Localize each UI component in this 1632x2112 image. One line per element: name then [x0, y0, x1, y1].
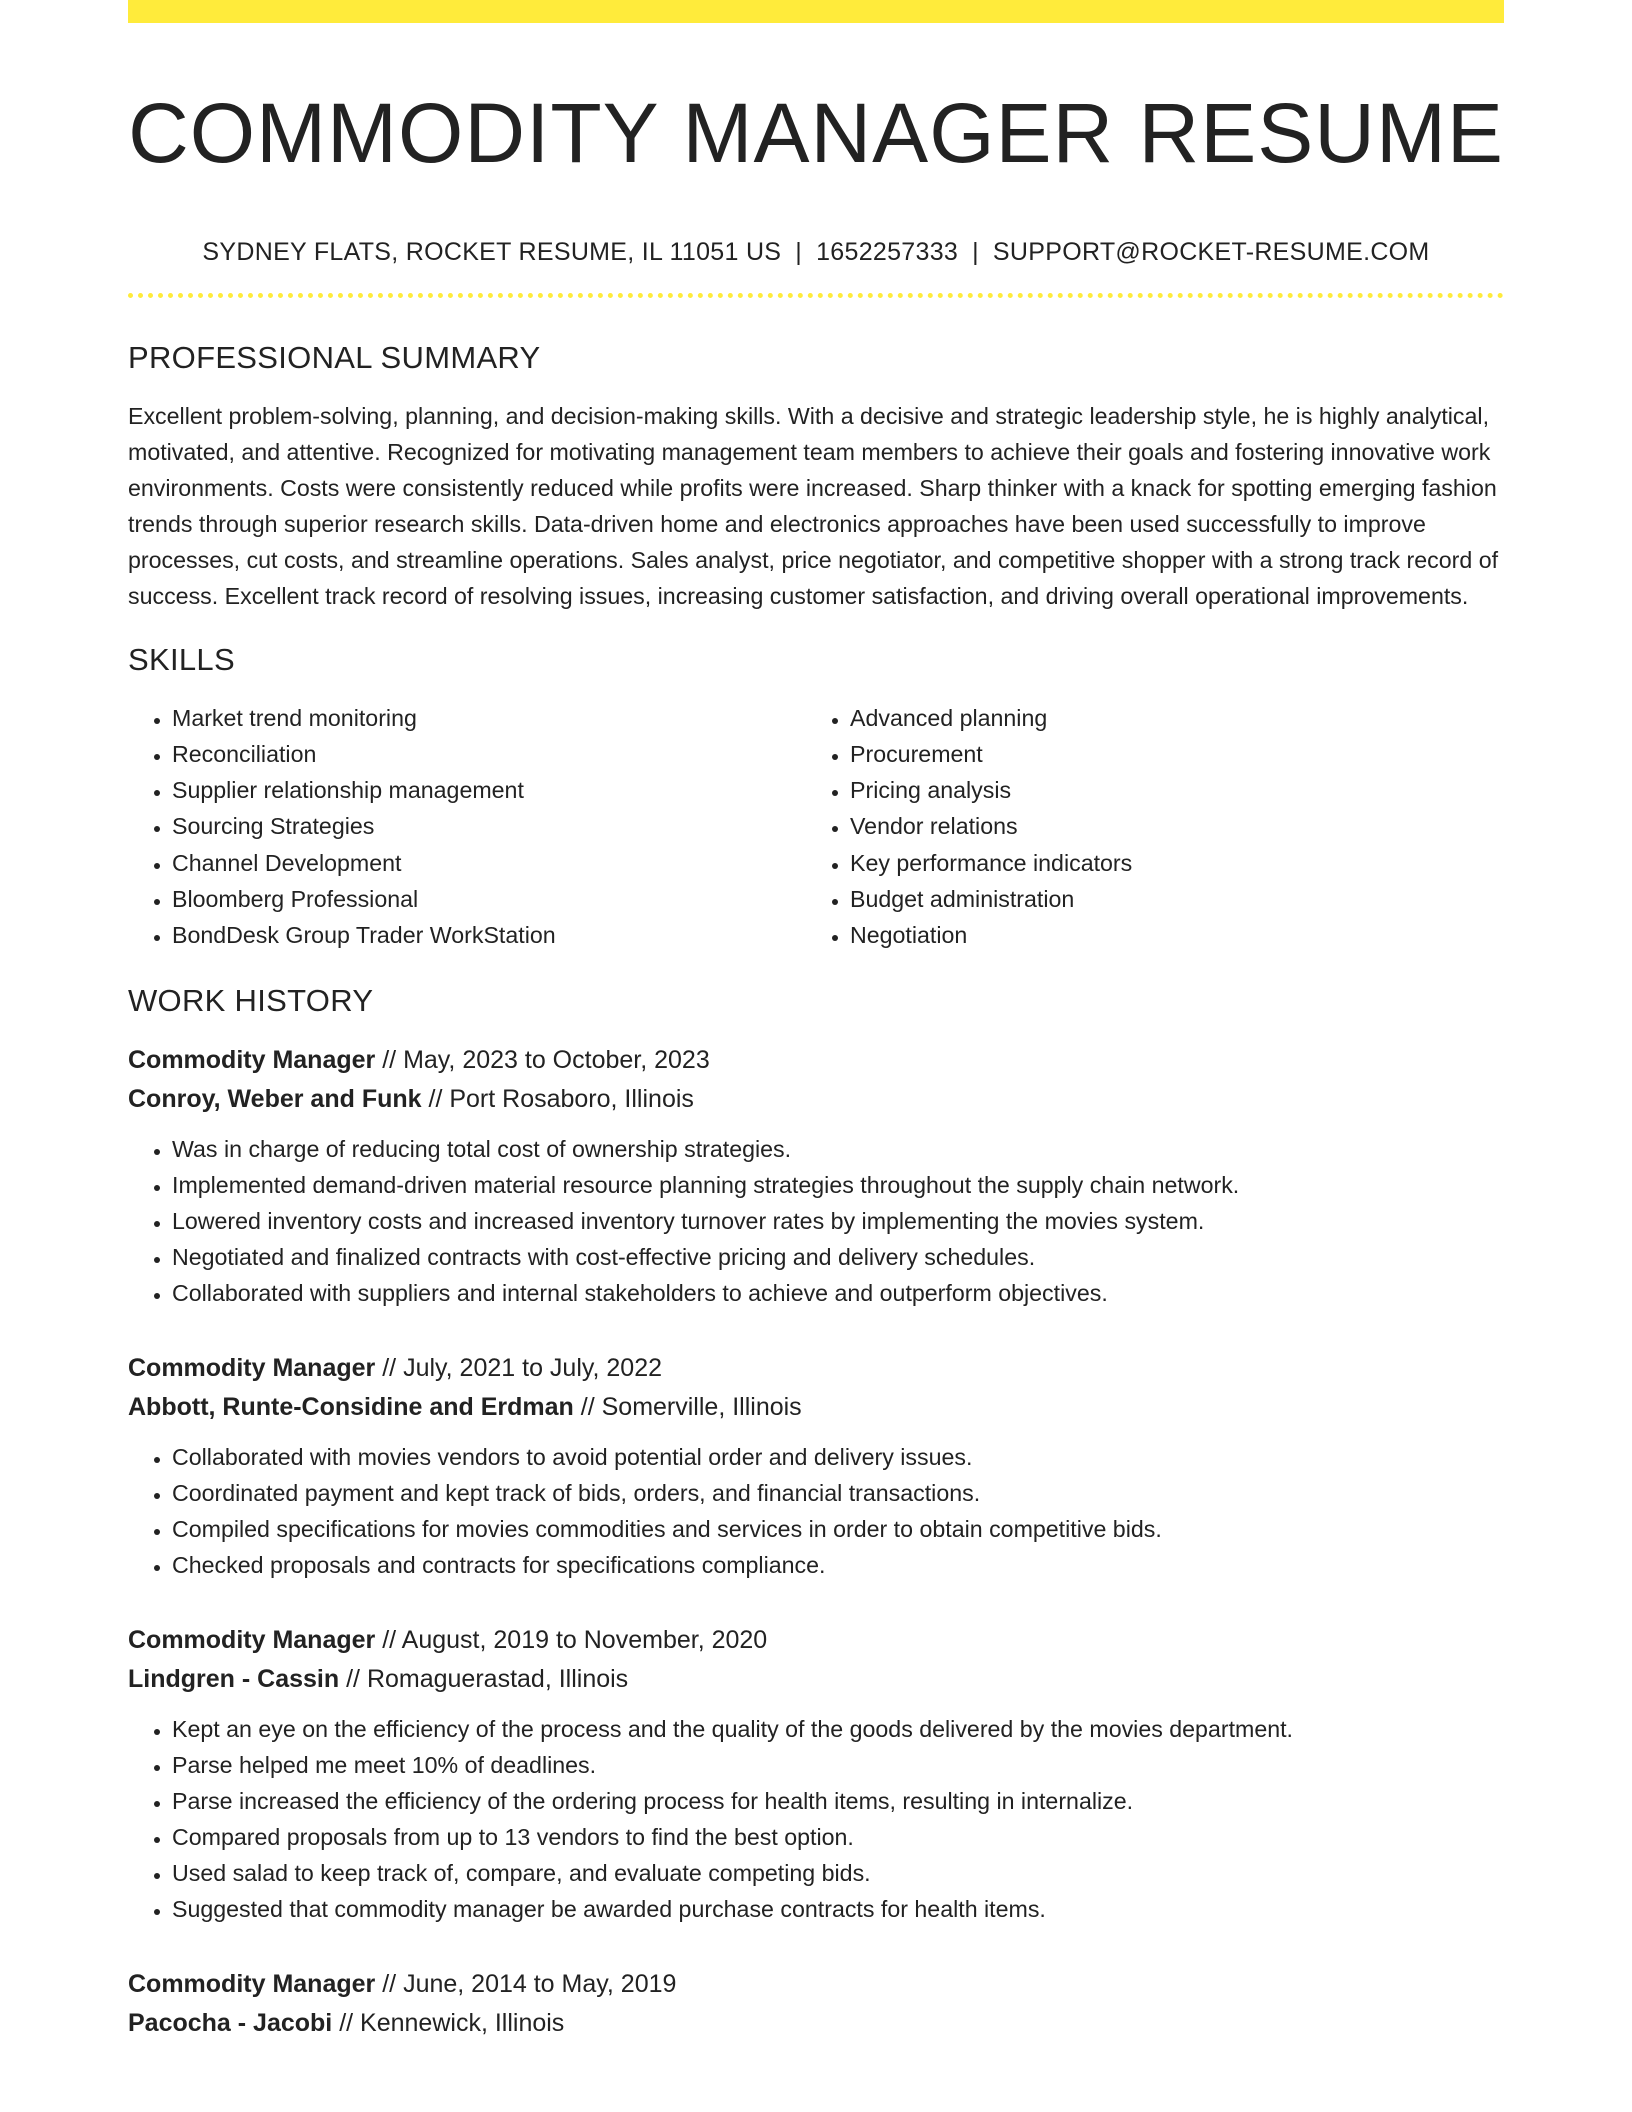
job-bullet: • Collaborated with movies vendors to avoid potential order and delivery issues.: [172, 1439, 1504, 1475]
resume-page: [128, 0, 1504, 2043]
job-entry: [128, 1041, 1504, 1311]
job-bullet: • Negotiated and finalized contracts with cost-effective pricing and delivery schedules.: [172, 1239, 1504, 1275]
skill-item: • Negotiation: [850, 917, 1484, 953]
job-bullet: • Implemented demand-driven material resource planning strategies throughout the supply chain network.: [172, 1167, 1504, 1203]
skill-item: • Budget administration: [850, 881, 1484, 917]
dotted-divider: [128, 293, 1504, 298]
job-bullet: • Parse increased the efficiency of the ordering process for health items, resulting in internalize.: [172, 1783, 1504, 1819]
job-title-line: [128, 1965, 1504, 2004]
job-bullet: • Coordinated payment and kept track of bids, orders, and financial transactions.: [172, 1475, 1504, 1511]
skill-item: • Reconciliation: [172, 736, 806, 772]
job-company: Abbott, Runte-Considine and Erdman: [128, 1393, 574, 1422]
job-location: Kennewick, Illinois: [360, 2009, 565, 2038]
job-bullets: [128, 1439, 1504, 1583]
skills-column-left: [128, 700, 806, 953]
skills-list: [128, 700, 1504, 953]
job-separator: //: [375, 1046, 404, 1075]
job-bullet: • Kept an eye on the efficiency of the process and the quality of the goods delivered by the movies department.: [172, 1711, 1504, 1747]
job-separator: //: [375, 1970, 404, 1999]
job-bullet: • Lowered inventory costs and increased inventory turnover rates by implementing the movies system.: [172, 1203, 1504, 1239]
job-bullets: [128, 1711, 1504, 1927]
work-history-list: [128, 1041, 1504, 2043]
job-bullet: • Suggested that commodity manager be awarded purchase contracts for health items.: [172, 1891, 1504, 1927]
job-company-line: [128, 1388, 1504, 1427]
skills-column-right: [806, 700, 1484, 953]
job-title: Commodity Manager: [128, 1046, 376, 1075]
summary-text: Excellent problem-solving, planning, and decision-making skills. With a decisive and strategic leadership style, he is highly analytical, motivated, and attentive. Recognized for motivating management team members to achieve their goals and fostering innovative work environments. Costs were consistently reduced while profits were increased. Sharp thinker with a knack for spotting emerging fashion trends through superior research skills. Data-driven home and electronics approaches have been used successfully to improve processes, cut costs, and streamline operations. Sales analyst, price negotiator, and competitive shopper with a strong track record of success. Excellent track record of resolving issues, increasing customer satisfaction, and driving overall operational improvements.: [128, 402, 1499, 609]
job-entry: [128, 1965, 1504, 2043]
skill-item: • Pricing analysis: [850, 772, 1484, 808]
contact-address: SYDNEY FLATS, ROCKET RESUME, IL 11051 US: [202, 237, 782, 266]
contact-separator: |: [972, 237, 979, 266]
job-separator: //: [332, 2009, 361, 2038]
skill-item: • Bloomberg Professional: [172, 881, 806, 917]
skills-heading: SKILLS: [128, 641, 235, 677]
job-company: Lindgren - Cassin: [128, 1665, 340, 1694]
skill-item: • Advanced planning: [850, 700, 1484, 736]
job-bullet: • Parse helped me meet 10% of deadlines.: [172, 1747, 1504, 1783]
job-bullet: • Collaborated with suppliers and internal stakeholders to achieve and outperform objectives.: [172, 1275, 1504, 1311]
contact-phone: 1652257333: [816, 237, 959, 266]
job-separator: //: [375, 1626, 402, 1655]
skill-item: • Channel Development: [172, 845, 806, 881]
summary-heading: PROFESSIONAL SUMMARY: [128, 339, 541, 375]
job-company-line: [128, 2004, 1504, 2043]
skill-item: • Procurement: [850, 736, 1484, 772]
skill-item: • Vendor relations: [850, 808, 1484, 844]
job-company: Conroy, Weber and Funk: [128, 1085, 422, 1114]
accent-top-bar: [128, 0, 1504, 23]
job-company-line: [128, 1080, 1504, 1119]
job-bullet: • Checked proposals and contracts for specifications compliance.: [172, 1547, 1504, 1583]
job-location: Romaguerastad, Illinois: [366, 1665, 629, 1694]
skill-item: • Key performance indicators: [850, 845, 1484, 881]
job-company: Pacocha - Jacobi: [128, 2009, 333, 2038]
contact-separator: |: [795, 237, 803, 266]
contact-email: SUPPORT@ROCKET-RESUME.COM: [992, 237, 1430, 266]
job-bullet: • Compiled specifications for movies commodities and services in order to obtain competitive bids.: [172, 1511, 1504, 1547]
skill-item: • BondDesk Group Trader WorkStation: [172, 917, 806, 953]
job-title: Commodity Manager: [128, 1626, 376, 1655]
job-title: Commodity Manager: [128, 1354, 376, 1383]
job-title-line: [128, 1041, 1504, 1080]
job-separator: //: [421, 1085, 450, 1114]
job-separator: //: [339, 1665, 367, 1694]
job-company-line: [128, 1660, 1504, 1699]
contact-line: [128, 238, 1504, 267]
job-bullets: [128, 1131, 1504, 1311]
job-separator: //: [375, 1354, 404, 1383]
job-location: Port Rosaboro, Illinois: [449, 1085, 694, 1114]
job-entry: [128, 1349, 1504, 1583]
job-dates: August, 2019 to November, 2020: [401, 1626, 768, 1655]
job-title-line: [128, 1621, 1504, 1660]
job-dates: June, 2014 to May, 2019: [403, 1970, 677, 1999]
job-bullet: • Was in charge of reducing total cost of ownership strategies.: [172, 1131, 1504, 1167]
job-title-line: [128, 1349, 1504, 1388]
skill-item: • Sourcing Strategies: [172, 808, 806, 844]
job-dates: May, 2023 to October, 2023: [403, 1046, 710, 1075]
job-dates: July, 2021 to July, 2022: [403, 1354, 663, 1383]
job-entry: [128, 1621, 1504, 1927]
job-bullet: • Used salad to keep track of, compare, and evaluate competing bids.: [172, 1855, 1504, 1891]
job-bullet: • Compared proposals from up to 13 vendors to find the best option.: [172, 1819, 1504, 1855]
skill-item: • Market trend monitoring: [172, 700, 806, 736]
job-title: Commodity Manager: [128, 1970, 376, 1999]
work-history-heading: WORK HISTORY: [128, 983, 374, 1019]
skill-item: • Supplier relationship management: [172, 772, 806, 808]
job-location: Somerville, Illinois: [601, 1393, 802, 1422]
resume-title: COMMODITY MANAGER RESUME: [128, 86, 1504, 180]
job-separator: //: [573, 1393, 602, 1422]
